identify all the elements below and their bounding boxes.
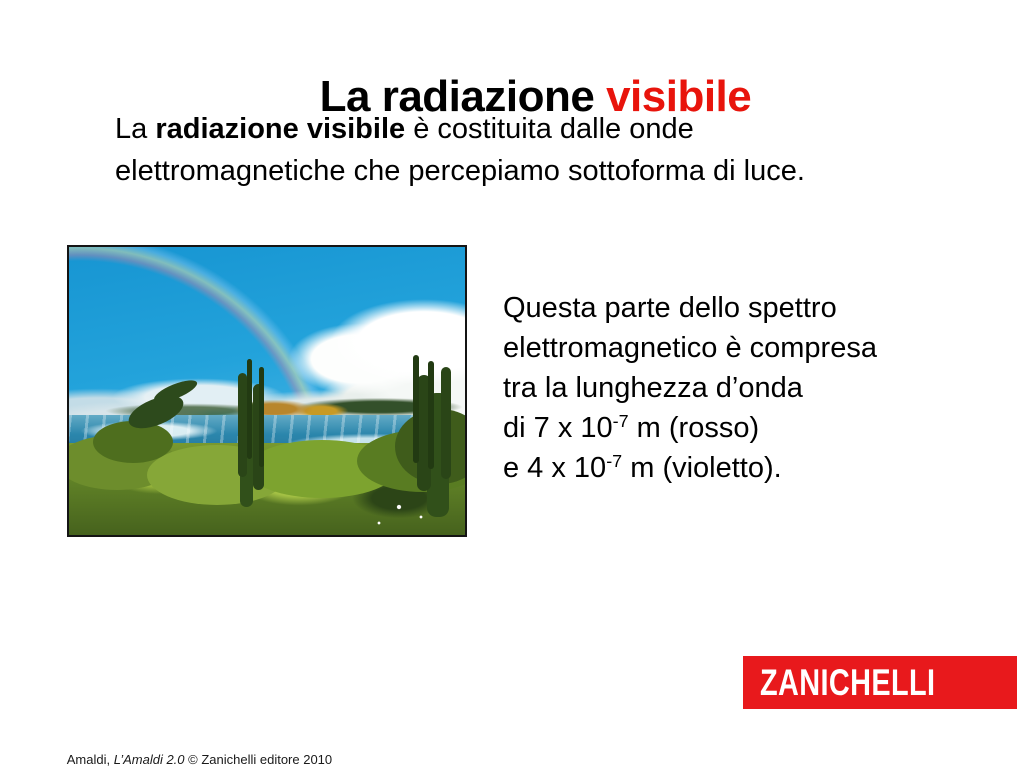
title-black-part: La radiazione [319, 72, 607, 121]
rainbow-landscape-photo [67, 245, 467, 537]
footer-author: Amaldi, [66, 752, 114, 767]
footer-book-title: L’Amaldi 2.0 [113, 752, 185, 767]
intro-paragraph [115, 108, 995, 192]
caption-line-5-text: e 4 x 10 [503, 452, 607, 484]
photo-caption [503, 288, 877, 488]
caption-line-4-text: di 7 x 10 [503, 412, 613, 444]
intro-text-line2: elettromagnetiche che percepiamo sottoforma di luce. [115, 155, 805, 187]
intro-text-bold: radiazione visibile [155, 113, 406, 145]
footer-credit [53, 737, 332, 768]
intro-text-pre: La [115, 113, 156, 145]
caption-line-3: tra la lunghezza d’onda [503, 372, 803, 404]
photo-plant [413, 355, 419, 463]
title-red-part: visibile [606, 72, 752, 121]
exponent-superscript: -7 [606, 451, 623, 472]
caption-line-5 [503, 452, 782, 484]
caption-line-1: Questa parte dello spettro [503, 292, 837, 324]
caption-line-4 [503, 412, 759, 444]
zanichelli-logo-text: ZANICHELLI [760, 661, 936, 703]
caption-line-2: elettromagnetico è compresa [503, 332, 877, 364]
exponent-superscript: -7 [612, 411, 629, 432]
photo-plant [247, 359, 252, 459]
zanichelli-logo [743, 656, 1017, 709]
caption-line-5-unit: m (violetto). [622, 452, 782, 484]
intro-text-rest: è costituita dalle onde [405, 113, 694, 145]
caption-line-4-unit: m (rosso) [628, 412, 760, 444]
footer-publisher: © Zanichelli editore 2010 [184, 752, 333, 767]
